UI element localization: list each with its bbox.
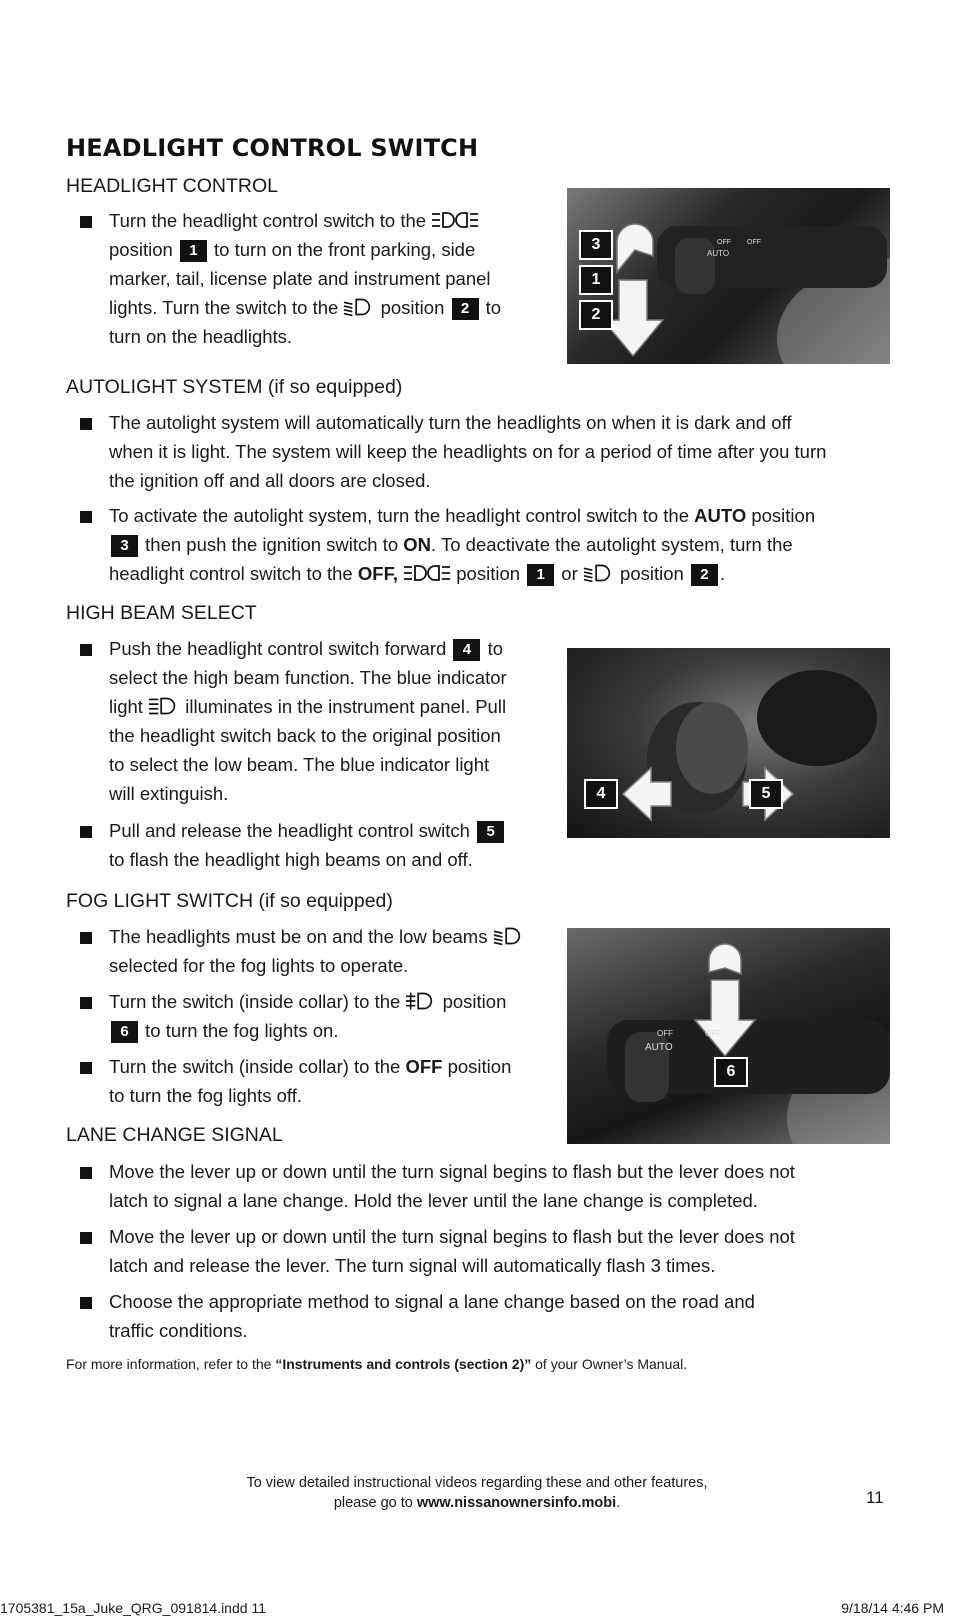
photo-fog-light-switch — [567, 928, 890, 1144]
list-item: Pull and release the headlight control switch 5 to flash the headlight high beams on and off. — [109, 816, 506, 874]
list-item: To activate the autolight system, turn the headlight control switch to the AUTO position 3 then push the ignition switch to ON. To deactivate the autolight system, turn the headlight control switch to the OFF, position 1 or position 2 . — [109, 501, 815, 588]
callout-badge: 2 — [691, 564, 718, 586]
callout-badge: 4 — [584, 779, 618, 809]
more-info-note: For more information, refer to the “Instruments and controls (section 2)” of your Owner’s Manual. — [66, 1356, 688, 1372]
list-item: Move the lever up or down until the turn signal begins to flash but the lever does not latch and release the lever. The turn signal will automatically flash 3 times. — [109, 1222, 795, 1280]
video-url-link[interactable]: www.nissanownersinfo.mobi — [416, 1495, 617, 1511]
callout-badge: 1 — [527, 564, 554, 586]
page-title: HEADLIGHT CONTROL SWITCH — [66, 134, 479, 162]
list-item: Turn the switch (inside collar) to the position 6 to turn the fog lights on. — [109, 987, 506, 1045]
section-heading-high-beam: HIGH BEAM SELECT — [66, 602, 257, 624]
section-heading-fog-light: FOG LIGHT SWITCH (if so equipped) — [66, 890, 393, 912]
arrow-up-curved-icon — [709, 944, 741, 974]
section-heading-autolight: AUTOLIGHT SYSTEM (if so equipped) — [66, 376, 403, 398]
callout-badge: 4 — [453, 639, 480, 661]
list-item: Choose the appropriate method to signal a lane change based on the road and traffic conditions. — [109, 1287, 755, 1345]
low-beam-icon — [583, 563, 615, 583]
video-note: To view detailed instructional videos regarding these and other features, please go to www.nissanownersinfo.mobi. — [246, 1475, 708, 1511]
callout-badge: 2 — [452, 298, 479, 320]
photo-label: AUTO — [707, 249, 730, 258]
callout-badge: 1 — [579, 265, 613, 295]
photo-label: OFF — [747, 239, 761, 246]
photo-high-beam-select — [567, 648, 890, 838]
photo-label: OFF — [705, 1029, 721, 1038]
photo-label: OFF — [717, 239, 731, 246]
callout-badge: 3 — [579, 230, 613, 260]
callout-badge: 6 — [714, 1057, 748, 1087]
high-beam-icon — [148, 696, 180, 716]
section-heading-lane-change: LANE CHANGE SIGNAL — [66, 1124, 283, 1146]
section-heading-headlight-control: HEADLIGHT CONTROL — [66, 175, 279, 197]
photo-label: OFF — [657, 1029, 673, 1038]
list-item: Turn the headlight control switch to the position 1 to turn on the front parking, side marker, tail, license plate and instrument panel lights. Turn the switch to the position 2 to turn on the headlights. — [109, 206, 501, 351]
parking-light-icon — [431, 210, 479, 230]
callout-badge: 5 — [749, 779, 783, 809]
list-item: Push the headlight control switch forward 4 to select the high beam function. The blue indicator light illuminates in the instrument panel. Pull the headlight switch back to the original position to select the low beam. The blue indicator light will extinguish. — [109, 634, 507, 808]
callout-badge: 2 — [579, 300, 613, 330]
callout-badge: 6 — [111, 1021, 138, 1043]
print-slug-right: 9/18/14 4:46 PM — [841, 1600, 944, 1616]
page-number: 11 — [866, 1488, 884, 1507]
list-item: The headlights must be on and the low beams selected for the fog lights to operate. — [109, 922, 525, 980]
print-slug-left: 1705381_15a_Juke_QRG_091814.indd 11 — [0, 1600, 266, 1616]
low-beam-icon — [493, 926, 525, 946]
callout-badge: 3 — [111, 535, 138, 557]
callout-badge: 1 — [180, 240, 207, 262]
photo-label: AUTO — [645, 1042, 673, 1053]
photo-headlight-switch — [567, 188, 890, 364]
list-item: The autolight system will automatically turn the headlights on when it is dark and off when it is light. The system will keep the headlights on for a period of time after you turn the ignition off and all doors are closed. — [109, 408, 826, 495]
fog-light-icon — [405, 991, 437, 1011]
list-item: Move the lever up or down until the turn signal begins to flash but the lever does not latch to signal a lane change. Hold the lever until the lane change is completed. — [109, 1157, 795, 1215]
callout-badge: 5 — [477, 821, 504, 843]
parking-light-icon — [403, 563, 451, 583]
list-item: Turn the switch (inside collar) to the OFF position to turn the fog lights off. — [109, 1052, 511, 1110]
arrow-up-curved-icon — [617, 224, 653, 272]
low-beam-icon — [343, 297, 375, 317]
